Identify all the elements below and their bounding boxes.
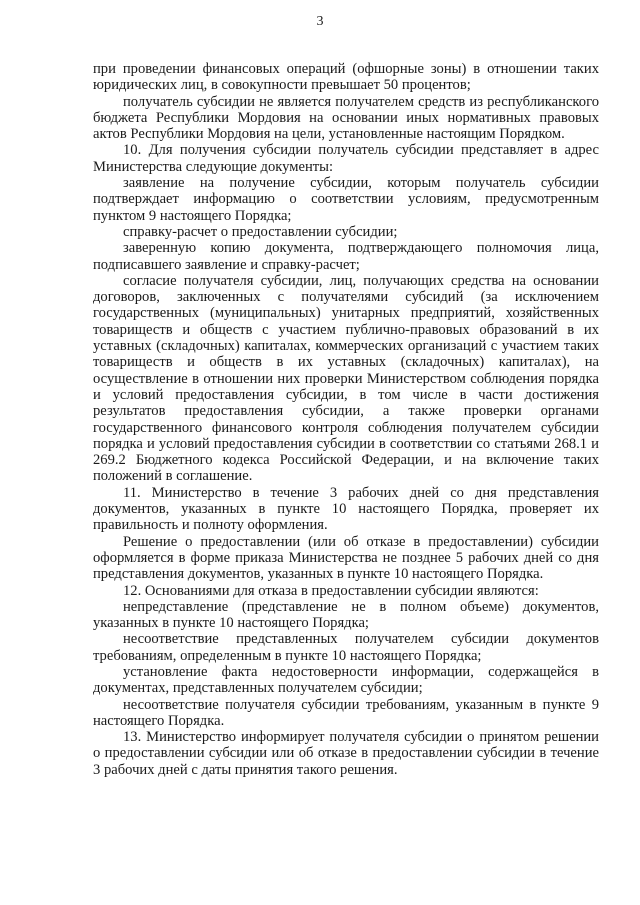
paragraph: несоответствие получателя субсидии требованиям, указанным в пункте 9 настоящего Порядка. <box>93 696 599 729</box>
paragraph-continuation: при проведении финансовых операций (офшорные зоны) в отношении таких юридических лиц, в совокупности превышает 50 процентов; <box>93 61 599 94</box>
paragraph: заверенную копию документа, подтверждающего полномочия лица, подписавшего заявление и справку-расчет; <box>93 240 599 273</box>
paragraph: Решение о предоставлении (или об отказе в предоставлении) субсидии оформляется в форме приказа Министерства не позднее 5 рабочих дней со дня представления документов, указанных в пункте 10 настоящего Порядка. <box>93 533 599 583</box>
paragraph-item-13: 13. Министерство информирует получателя субсидии о принятом решении о предоставлении субсидии или об отказе в предоставлении субсидии в течение 3 рабочих дней с даты принятия такого решения. <box>93 729 599 778</box>
paragraph: непредставление (представление не в полном объеме) документов, указанных в пункте 10 настоящего Порядка; <box>93 598 599 632</box>
paragraph: заявление на получение субсидии, которым получатель субсидии подтверждает информацию о соответствии условиям, предусмотренным пунктом 9 настоящего Порядка; <box>93 175 599 224</box>
paragraph: несоответствие представленных получателем субсидии документов требованиям, определенным в пункте 10 настоящего Порядка; <box>93 631 599 664</box>
paragraph: получатель субсидии не является получателем средств из республиканского бюджета Республики Мордовия на основании иных нормативных правовых актов Республики Мордовия на цели, установленные настоящим Порядком. <box>93 93 599 143</box>
document-body <box>93 61 599 778</box>
paragraph-item-10: 10. Для получения субсидии получатель субсидии представляет в адрес Министерства следующие документы: <box>93 142 599 175</box>
page-number: 3 <box>316 14 324 29</box>
paragraph-item-11: 11. Министерство в течение 3 рабочих дней со дня представления документов, указанных в пункте 10 настоящего Порядка, проверяет их правильность и полноту оформления. <box>93 484 599 534</box>
paragraph: согласие получателя субсидии, лиц, получающих средства на основании договоров, заключенных с получателями субсидий (за исключением государственных (муниципальных) унитарных предприятий, хозяйственных товариществ и обществ с участием публично-правовых образований в их уставных (складочных) капиталах, коммерческих организаций с участием таких товариществ и обществ в их уставных (складочных) капиталах), на осуществление в отношении них проверки Министерством соблюдения порядка и условий предоставления субсидии, в том числе в части достижения результатов предоставления субсидии, а также проверки органами государственного финансового контроля соблюдения получателем субсидии порядка и условий предоставления субсидии в соответствии со статьями 268.1 и 269.2 Бюджетного кодекса Российской Федерации, и на включение таких положений в соглашение. <box>93 272 599 485</box>
paragraph-item-12: 12. Основаниями для отказа в предоставлении субсидии являются: <box>123 582 539 599</box>
paragraph: справку-расчет о предоставлении субсидии; <box>123 223 398 240</box>
paragraph: установление факта недостоверности информации, содержащейся в документах, представленных получателем субсидии; <box>93 663 599 697</box>
